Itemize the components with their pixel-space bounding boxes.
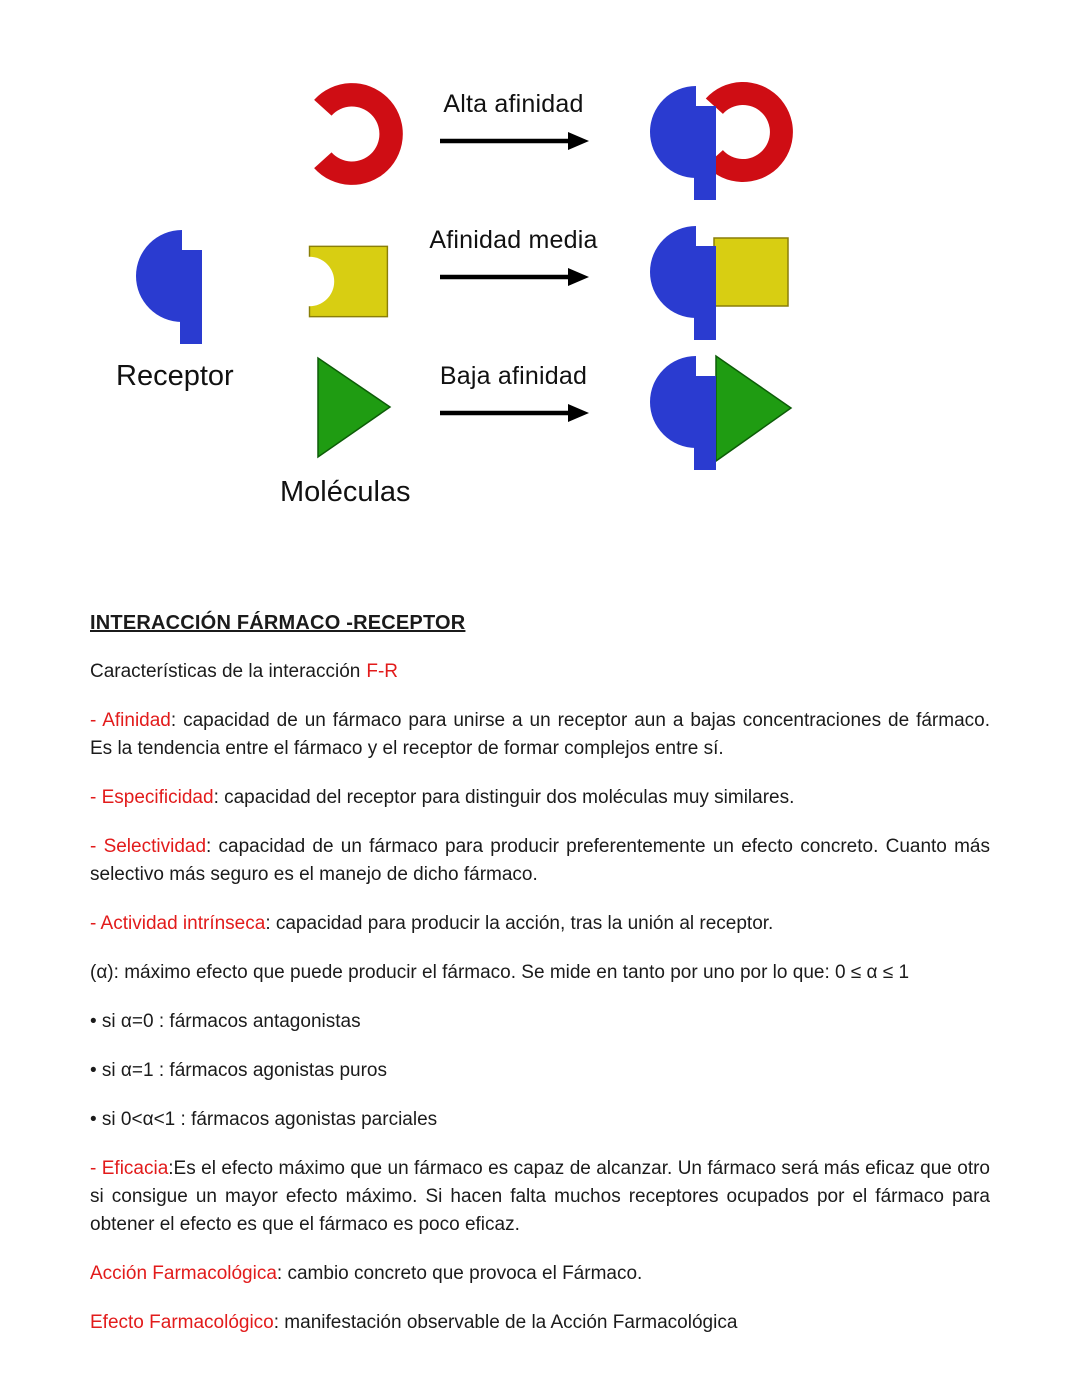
bullet-alpha-zero <box>90 1008 990 1036</box>
bullet-alpha-partial <box>90 1106 990 1134</box>
receptor-green-complex-icon <box>636 346 811 476</box>
paragraph-lead: Acción Farmacológica <box>90 1263 277 1284</box>
notes-text-section <box>0 612 1080 1337</box>
paragraph-body: : cambio concreto que provoca el Fármaco. <box>276 1263 643 1284</box>
paragraph-efecto-farmacologico <box>90 1309 990 1337</box>
receptor-yellow-complex-icon <box>636 216 811 346</box>
yellow-molecule-shape <box>300 234 395 329</box>
paragraph-alpha-definition <box>90 959 990 987</box>
paragraph-body: : capacidad de un fármaco para unirse a un receptor aun a bajas concentraciones de fármaco. Es la tendencia entre el fármaco y el receptor de formar complejos entre sí. <box>90 710 990 759</box>
subheading <box>90 661 990 683</box>
red-molecule-shape <box>296 78 408 190</box>
section-heading: INTERACCIÓN FÁRMACO -RECEPTOR <box>90 612 466 634</box>
paragraph-body: : capacidad de un fármaco para producir preferentemente un efecto concreto. Cuanto más selectivo más seguro es el manejo de dicho fármaco. <box>90 836 991 885</box>
medium-affinity-arrow-block <box>426 226 601 288</box>
paragraph-afinidad <box>90 707 990 763</box>
paragraph-body: : capacidad del receptor para distinguir dos moléculas muy similares. <box>213 787 795 808</box>
right-arrow-icon <box>438 402 590 424</box>
paragraph-body: • si α=1 : fármacos agonistas puros <box>90 1060 387 1081</box>
paragraph-actividad-intrinseca <box>90 910 990 938</box>
paragraph-body: : manifestación observable de la Acción Farmacológica <box>273 1312 738 1333</box>
paragraph-lead: - Selectividad <box>90 836 207 857</box>
yellow-notched-square-icon <box>300 234 395 329</box>
paragraph-selectividad <box>90 833 990 889</box>
receptor-red-complex-icon <box>636 76 811 206</box>
paragraph-lead: - Actividad intrínseca <box>90 913 266 934</box>
paragraph-eficacia <box>90 1155 990 1239</box>
paragraph-body: : capacidad para producir la acción, tras la unión al receptor. <box>265 913 774 934</box>
medium-affinity-label: Afinidad media <box>429 226 598 254</box>
paragraph-lead: - Eficacia <box>90 1158 169 1179</box>
low-affinity-label: Baja afinidad <box>439 362 588 390</box>
molecules-label: Moléculas <box>280 476 411 508</box>
paragraph-body: (α): máximo efecto que puede producir el fármaco. Se mide en tanto por uno por lo que: 0 ≤ α ≤ 1 <box>90 962 910 983</box>
receptor-shape <box>122 220 227 350</box>
green-triangle-icon <box>304 350 399 465</box>
paragraph-accion-farmacologica <box>90 1260 990 1288</box>
paragraph-lead: - Especificidad <box>90 787 214 808</box>
paragraph-lead: Efecto Farmacológico <box>90 1312 274 1333</box>
red-crescent-icon <box>296 78 408 190</box>
low-affinity-arrow-block <box>426 362 601 424</box>
paragraph-lead: - Afinidad <box>90 710 171 731</box>
receptor-icon <box>122 220 227 350</box>
green-molecule-shape <box>304 350 399 465</box>
paragraph-body: • si 0<α<1 : fármacos agonistas parciales <box>90 1109 438 1130</box>
high-affinity-label: Alta afinidad <box>443 90 584 118</box>
paragraph-especificidad <box>90 784 990 812</box>
paragraph-body: :Es el efecto máximo que un fármaco es capaz de alcanzar. Un fármaco será más eficaz que otro si consigue un mayor efecto máximo. Si hacen falta muchos receptores ocupados por el fármaco para obtener el efecto es que el fármaco es poco eficaz. <box>90 1158 990 1235</box>
affinity-diagram <box>0 0 1080 530</box>
bound-complex-high-affinity <box>636 76 811 206</box>
subheading-highlight: F-R <box>366 661 398 682</box>
right-arrow-icon <box>438 266 590 288</box>
receptor-label: Receptor <box>116 360 234 392</box>
subheading-text: Características de la interacción <box>90 661 361 682</box>
bound-complex-low-affinity <box>636 346 811 476</box>
high-affinity-arrow-block <box>426 90 601 152</box>
bullet-alpha-one <box>90 1057 990 1085</box>
paragraph-body: • si α=0 : fármacos antagonistas <box>90 1011 361 1032</box>
bound-complex-medium-affinity <box>636 216 811 346</box>
right-arrow-icon <box>438 130 590 152</box>
